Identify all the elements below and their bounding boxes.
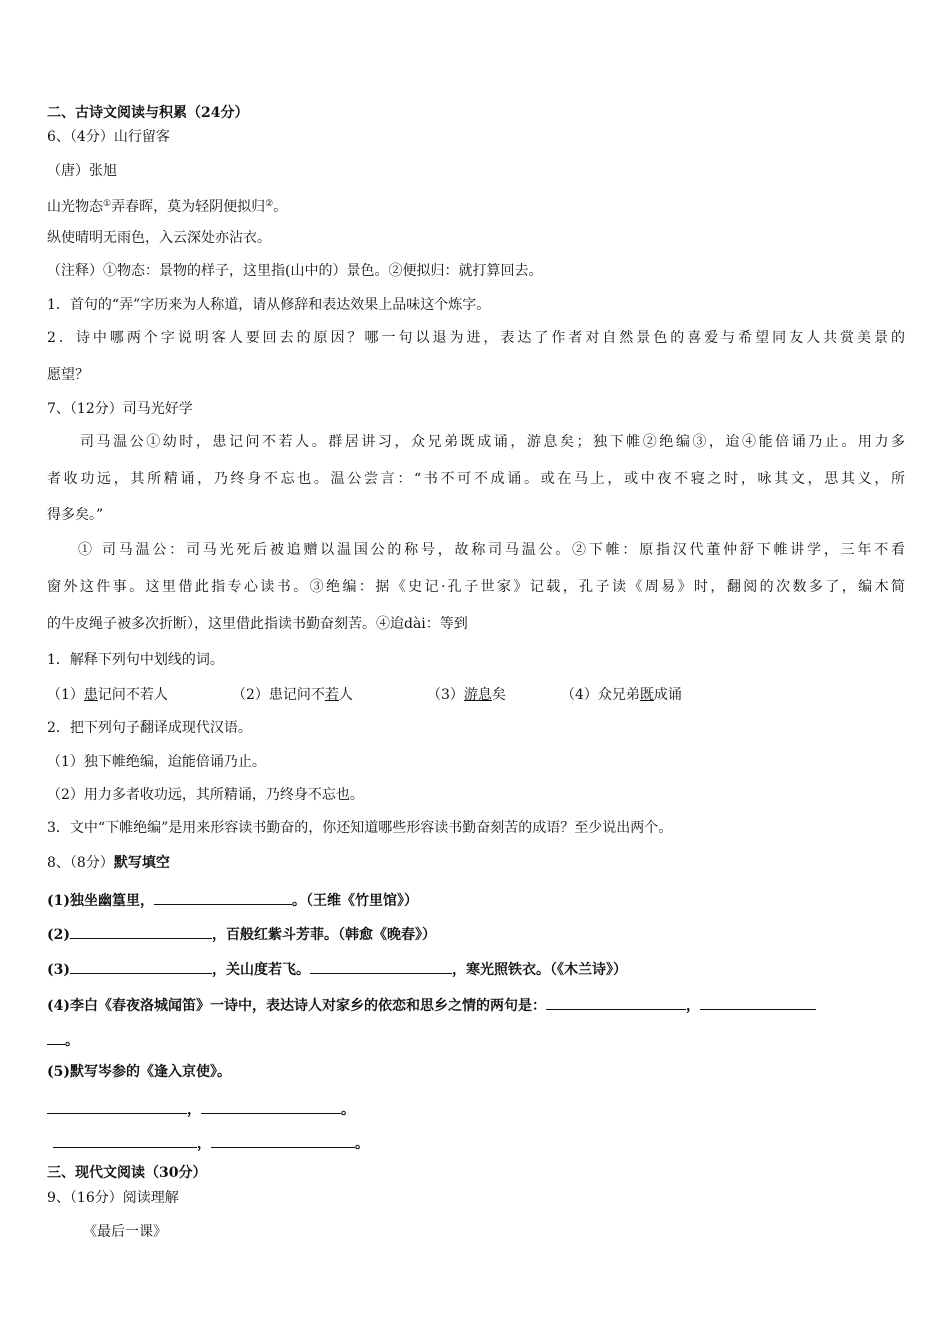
question-6-header: 6、（4分）山行留客 <box>47 129 170 145</box>
question-9-header: 9、（16分）阅读理解 <box>47 1190 179 1206</box>
question-number: 8、（8分） <box>47 855 114 871</box>
answer-blank[interactable] <box>546 993 686 1010</box>
annotation-line: 的牛皮绳子被多次折断），这里借此指读书勤奋刻苦。④迨dài：等到 <box>47 616 468 632</box>
passage-line: 得多矣。” <box>47 507 104 523</box>
fill-item-4-cont <box>47 1028 79 1051</box>
footnote-marker: ② <box>265 199 274 209</box>
fill-item-1 <box>47 888 418 911</box>
word-prefix: （2）患记问不 <box>232 687 325 703</box>
sub-question: 1．解释下列句中划线的词。 <box>47 652 224 668</box>
footnote-marker: ① <box>103 199 112 209</box>
word-suffix: 记问不若人 <box>97 687 168 703</box>
translate-item: （2）用力多者收功远，其所精诵，乃终身不忘也。 <box>47 787 364 803</box>
fill-text: ，关山度若飞。 <box>212 962 310 978</box>
word-prefix: （4）众兄弟 <box>561 687 640 703</box>
fill-item-5: (5)默写岑参的《逢入京使》。 <box>47 1064 231 1080</box>
word-prefix: （3） <box>427 687 464 703</box>
question-8-header <box>47 853 170 873</box>
underlined-word: 既 <box>639 687 654 703</box>
word-suffix: 成诵 <box>653 687 682 703</box>
word-item <box>47 685 168 705</box>
sub-question: 2．诗中哪两个字说明客人要回去的原因？哪一句以退为进，表达了作者对自然景色的喜爱与希望同友人共赏美景的 <box>47 330 905 346</box>
underlined-word: 若 <box>324 687 339 703</box>
fill-item-5-line <box>53 1131 369 1154</box>
word-item <box>427 685 506 705</box>
answer-blank[interactable] <box>211 1131 355 1148</box>
poem-text: 山光物态 <box>47 199 103 215</box>
fill-text: ， <box>197 1136 211 1152</box>
fill-text: (4)李白《春夜洛城闻笛》一诗中，表达诗人对家乡的依恋和思乡之情的两句是： <box>47 998 546 1014</box>
answer-blank[interactable] <box>154 888 292 905</box>
fill-item-5-line <box>47 1097 355 1120</box>
fill-text: 。 <box>355 1136 369 1152</box>
underlined-word: 患 <box>83 687 98 703</box>
answer-blank[interactable] <box>47 1028 65 1045</box>
fill-item-4 <box>47 993 816 1016</box>
answer-blank[interactable] <box>700 993 816 1010</box>
translate-item: （1）独下帷绝编，迨能倍诵乃止。 <box>47 754 266 770</box>
answer-blank[interactable] <box>310 957 452 974</box>
answer-blank[interactable] <box>53 1131 197 1148</box>
underlined-word: 游息 <box>463 687 492 703</box>
passage-line: 司马温公①幼时，患记问不若人。群居讲习，众兄弟既成诵，游息矣；独下帷②绝编③，迨④能倍诵乃止。用力多 <box>80 434 905 450</box>
answer-blank[interactable] <box>47 1097 187 1114</box>
fill-text: ，寒光照铁衣。（《木兰诗》） <box>452 962 627 978</box>
fill-item-2 <box>47 922 436 945</box>
word-suffix: 矣 <box>491 687 506 703</box>
answer-blank[interactable] <box>70 922 212 939</box>
fill-text: 。 <box>65 1033 79 1049</box>
section-title: 三、现代文阅读（30分） <box>47 1165 207 1181</box>
word-item <box>232 685 353 705</box>
poem-text: 。 <box>273 199 288 215</box>
sub-question: 2．把下列句子翻译成现代汉语。 <box>47 720 252 736</box>
fill-text: 。 <box>341 1102 355 1118</box>
article-title: 《最后一课》 <box>83 1224 167 1240</box>
annotation-line: 窗外这件事。这里借此指专心读书。③绝编：据《史记·孔子世家》记载，孔子读《周易》时，翻阅的次数多了，编木简 <box>47 579 905 595</box>
fill-item-3 <box>47 957 627 980</box>
question-7-header: 7、（12分）司马光好学 <box>47 401 193 417</box>
sub-question: 3．文中“下帷绝编”是用来形容读书勤奋的，你还知道哪些形容读书勤奋刻苦的成语？至少说出两个。 <box>47 820 673 836</box>
fill-text: (2) <box>47 927 70 943</box>
fill-text: ，百般红紫斗芳菲。（韩愈《晚春》） <box>212 927 436 943</box>
fill-text: (1)独坐幽篁里， <box>47 893 154 909</box>
word-prefix: （1） <box>47 687 84 703</box>
question-title: 默写填空 <box>113 855 170 871</box>
poem-author: （唐）张旭 <box>47 163 117 179</box>
poem-line <box>47 194 287 217</box>
fill-text: ， <box>187 1102 201 1118</box>
fill-text: (3) <box>47 962 70 978</box>
sub-question-cont: 愿望？ <box>47 367 89 383</box>
annotation-line: ① 司马温公：司马光死后被追赠以温国公的称号，故称司马温公。②下帷：原指汉代董仲舒下帷讲学，三年不看 <box>78 542 905 558</box>
fill-text: ， <box>686 998 700 1014</box>
annotation: （注释）①物态：景物的样子，这里指(山中的）景色。②便拟归：就打算回去。 <box>47 263 543 279</box>
sub-question: 1．首句的“弄”字历来为人称道，请从修辞和表达效果上品味这个炼字。 <box>47 297 491 313</box>
poem-line: 纵使晴明无雨色，入云深处亦沾衣。 <box>47 230 271 246</box>
word-suffix: 人 <box>338 687 353 703</box>
poem-text: 弄春晖，莫为轻阴便拟归 <box>111 199 266 215</box>
answer-blank[interactable] <box>201 1097 341 1114</box>
passage-line: 者收功远，其所精诵，乃终身不忘也。温公尝言：“书不可不成诵。或在马上，或中夜不寝之时，咏其文，思其义，所 <box>47 471 905 487</box>
fill-text: 。（王维《竹里馆》） <box>292 893 418 909</box>
word-item <box>561 685 682 705</box>
section-title: 二、古诗文阅读与积累（24分） <box>47 105 249 121</box>
answer-blank[interactable] <box>70 957 212 974</box>
